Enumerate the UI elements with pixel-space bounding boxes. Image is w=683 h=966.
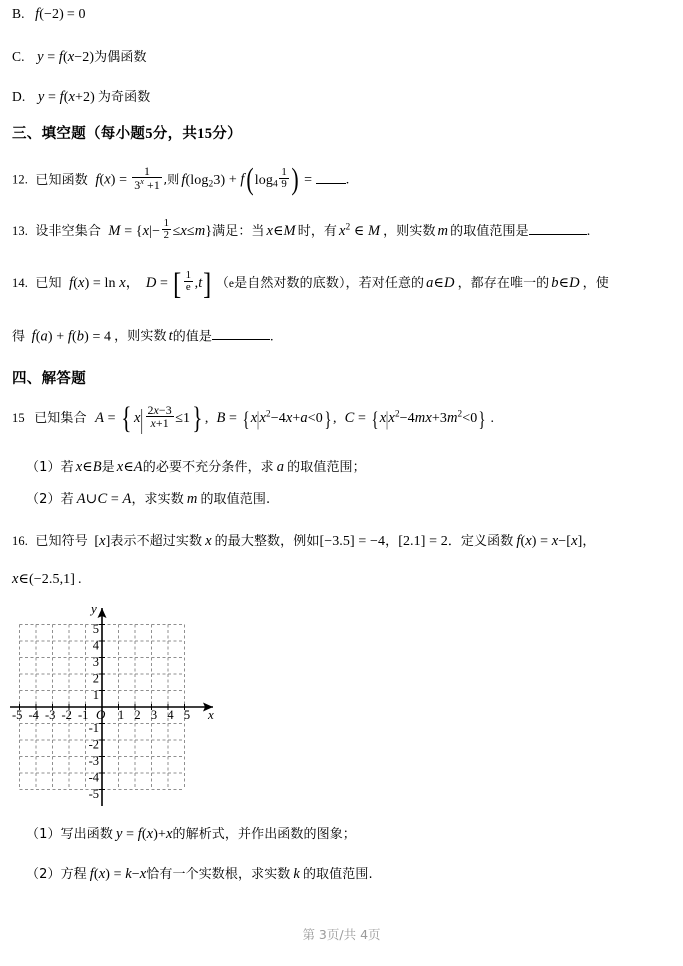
question-14-number: 14.	[12, 275, 28, 290]
svg-text:-4: -4	[28, 708, 39, 722]
section-3-fen-1: 分，共	[152, 126, 198, 142]
question-15-sub1-text2: 是	[101, 460, 115, 475]
x-axis-label: x	[208, 707, 214, 722]
question-12-lead: 已知函数	[35, 172, 88, 188]
svg-text:-5: -5	[88, 787, 99, 801]
question-14-line-1: 14. 已知 f(x) = ln x， D = [ $\frac{1}{e}$ ,t] （e是自然对数的底数），若对任意的 a∈D ，都存在唯一的 b∈D ，使	[12, 266, 609, 302]
section-3-per-item-points: 5	[145, 126, 153, 142]
question-15-set-a-fraction: $\frac{2x-3}{x+1}$	[147, 402, 172, 431]
question-16-text3: ．定义函数	[447, 534, 514, 549]
question-13-answer-blank[interactable]	[529, 222, 587, 235]
choice-d-expression: y	[37, 89, 45, 105]
svg-text:4: 4	[92, 638, 99, 653]
coordinate-grid-svg	[8, 600, 233, 815]
section-3-total-points: 15	[197, 126, 213, 142]
question-14-line-2: 得 f(a) + f(b) = 4 ，则实数 t的值是 .	[12, 328, 274, 345]
question-15-sub2-text2: ，求实数	[131, 492, 184, 507]
svg-text:3: 3	[150, 708, 158, 722]
question-16-line-1: 16. 已知符号 [x]表示不超过实数 x 的最大整数，例如[−3.5] = −4，[2.1] = 2．定义函数 f(x) = x−[x]，	[12, 533, 596, 549]
choice-d-label: D.	[12, 89, 26, 104]
question-12-number: 12.	[12, 172, 28, 187]
question-15-sub1-var: a	[276, 459, 285, 475]
choice-option-d: D. y = f(x+2) 为奇函数	[12, 89, 151, 105]
question-12-fraction: $\frac{1}{3^x +1}$	[134, 163, 160, 193]
section-3-paren-open: （每小题	[86, 126, 146, 142]
question-16-sub2-text3: 的取值范围.	[302, 867, 373, 882]
question-15-sub1-text3: 的必要不充分条件，求	[142, 460, 274, 475]
question-16-sub1-text1: 写出函数	[60, 827, 113, 842]
svg-text:-1: -1	[78, 708, 89, 722]
question-16-sub1-text2: 的解析式，并作出函数的图象；	[172, 827, 356, 842]
question-15-sub2-marker: （2）	[26, 492, 61, 507]
question-13: 13. 设非空集合 M = {x|− $\frac{1}{2}$ ≤x≤m}满足：当 x∈M 时，有 $x^2$ ∈ M ，则实数 m 的取值范围是 .	[12, 216, 591, 242]
svg-text:4: 4	[167, 708, 174, 722]
y-axis-label: y	[91, 601, 97, 616]
question-14-lead: 已知	[35, 275, 62, 291]
svg-text:1: 1	[92, 688, 99, 702]
question-12: 12. 已知函数 f(x) = $\frac{1}{3^x +1}$ ,则 $f(\log_23) + f(\log_4$ $\frac{1}{9}$ ) = .	[12, 162, 350, 197]
question-16-sub2-text1: 方程	[60, 867, 87, 882]
coordinate-grid-figure	[8, 600, 233, 815]
svg-text:-3: -3	[88, 754, 99, 768]
section-3-fen-2: 分）	[212, 126, 242, 142]
question-12-answer-blank[interactable]	[316, 170, 346, 183]
question-15-number: 15	[12, 411, 25, 426]
question-16-sub2-marker: （2）	[26, 867, 61, 882]
question-16-number: 16.	[12, 534, 28, 548]
question-16-var-x: x	[205, 533, 212, 549]
question-15-sub1-text1: 若	[60, 460, 74, 475]
question-15-sub2-var: m	[186, 491, 198, 507]
svg-text:1: 1	[117, 708, 125, 722]
choice-c-label: C.	[12, 49, 25, 64]
question-16-sub-2: （2）方程 f(x) = k−x恰有一个实数根，求实数 k 的取值范围.	[26, 866, 373, 882]
origin-label: O	[96, 707, 106, 722]
svg-text:2: 2	[92, 671, 99, 686]
question-15-stem: 15 已知集合 A = { x| $\frac{2x-3}{x+1}$ ≤1} , B = { $x|x^2-4x+a<0$} , C = { $x|x^2-4mx+3m^2<0$} .	[12, 401, 495, 436]
question-15-lead: 已知集合	[34, 411, 87, 427]
question-16-sub1-marker: （1）	[26, 827, 61, 842]
question-13-lead: 设非空集合	[35, 223, 101, 239]
svg-text:5: 5	[92, 622, 99, 636]
choice-c-expression: y	[37, 49, 44, 65]
section-heading-solve: 四、解答题	[12, 371, 86, 387]
svg-text:-2: -2	[88, 737, 99, 752]
x-axis	[10, 703, 213, 712]
question-15-sub-2: （2）若 A∪C = A，求实数 m 的取值范围.	[26, 491, 271, 507]
question-16-sub2-text2: 恰有一个实数根，求实数	[146, 867, 291, 882]
question-16-sub-1: （1）写出函数 y = f(x)+x的解析式，并作出函数的图象；	[26, 826, 356, 842]
svg-text:-1: -1	[88, 721, 99, 735]
section-heading-fill-in-blank	[12, 122, 242, 143]
question-14-line2-lead: 得	[12, 329, 26, 345]
svg-text:-2: -2	[61, 708, 72, 722]
question-15-sub2-text3: 的取值范围.	[200, 492, 271, 507]
question-15-sub1-marker: （1）	[26, 460, 61, 475]
page-footer: 第 3页/共 4页	[302, 927, 381, 942]
choice-b-label: B.	[12, 6, 25, 21]
question-15-sub2-text1: 若	[60, 492, 74, 507]
choice-option-c: C. y = f(x−2)为偶函数	[12, 49, 147, 65]
question-16-text1: 表示不超过实数	[110, 534, 203, 549]
svg-text:3: 3	[92, 655, 99, 669]
svg-text:-5: -5	[12, 708, 23, 722]
question-16-text2: 的最大整数，例如	[214, 534, 320, 549]
question-13-number: 13.	[12, 223, 28, 238]
svg-text:-4: -4	[88, 770, 99, 785]
question-15-sub-1: （1）若 x∈B是 x∈A的必要不充分条件，求 a 的取值范围；	[26, 459, 366, 475]
choice-option-b: B. f(−2) = 0	[12, 6, 86, 22]
question-14-interval-fraction: $\frac{1}{e}$	[185, 268, 192, 294]
svg-text:5: 5	[183, 708, 191, 722]
question-16-lead: 已知符号	[35, 534, 88, 549]
section-3-prefix: 三、填空题	[12, 126, 86, 142]
question-16-sub2-var: k	[293, 866, 300, 882]
question-16-line-2: x∈(−2.5,1] .	[12, 571, 82, 587]
svg-text:2: 2	[134, 708, 141, 722]
question-15-sub1-text4: 的取值范围；	[287, 460, 366, 475]
question-14-answer-blank[interactable]	[212, 327, 270, 340]
svg-text:-3: -3	[45, 708, 56, 722]
choice-b-expression: f	[35, 6, 40, 22]
